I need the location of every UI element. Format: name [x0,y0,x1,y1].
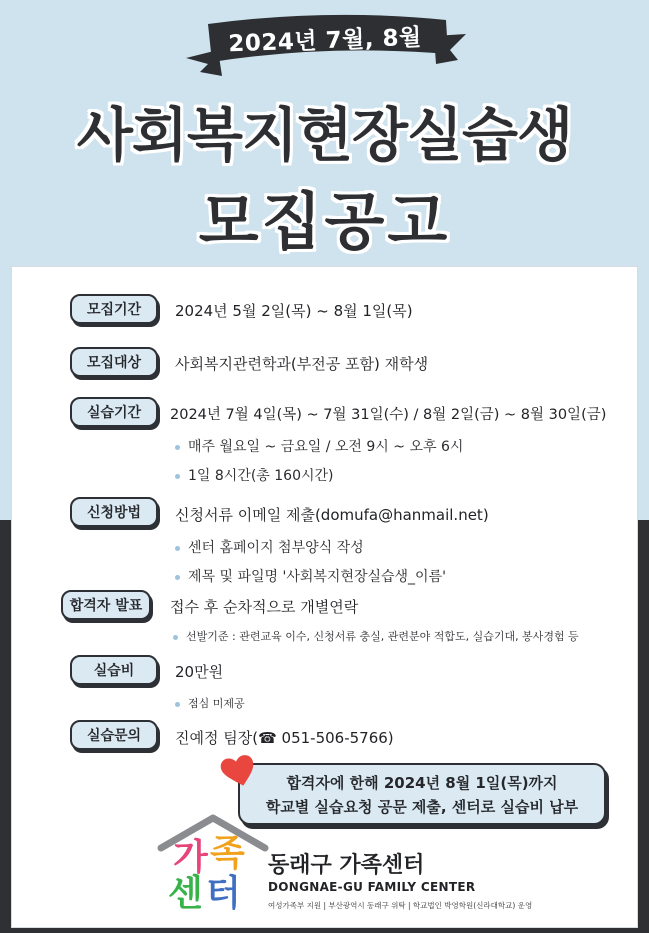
logo-char-teo: 터 [206,873,241,914]
label-announcement: 합격자 발표 [61,590,151,620]
bullet-practice-total: 1일 8시간(총 160시간) [175,465,334,485]
title-line-2: 모집공고 [198,185,451,258]
value-recruit-target: 사회복지관련학과(부전공 포함) 재학생 [175,355,429,373]
value-recruit-period: 2024년 5월 2일(목) ~ 8월 1일(목) [175,302,413,320]
heart-icon [218,752,262,788]
bullet-apply-form: 센터 홈페이지 첨부양식 작성 [175,537,364,557]
org-name: 동래구 가족센터 [268,853,425,878]
logo-char-ga: 가 [173,837,208,878]
notice-line-1: 합격자에 한해 2024년 8월 1일(목)까지 [286,774,558,792]
bullet-practice-hours: 매주 월요일 ~ 금요일 / 오전 9시 ~ 오후 6시 [175,436,463,456]
notice-box [238,763,606,825]
bullet-no-lunch: 점심 미제공 [175,695,245,711]
value-announcement: 접수 후 순차적으로 개별연락 [170,598,359,616]
title-line-1: 사회복지현장실습생 [76,101,573,169]
value-inquiry: 진예정 팀장(☎ 051-506-5766) [175,729,394,747]
bullet-selection-criteria: 선발기준 : 관련교육 이수, 신청서류 충실, 관련분야 적합도, 실습기대, 봉사경험 등 [173,628,579,644]
logo-char-sen: 센 [168,873,203,914]
label-recruit-target: 모집대상 [70,347,158,377]
label-apply-method: 신청방법 [70,497,158,527]
label-inquiry: 실습문의 [70,720,158,750]
ribbon-text: 2024년 7월, 8월 [227,24,423,58]
org-sponsors: 여성가족부 지원 | 부산광역시 동래구 위탁 | 학교법인 박영학원(신라대학교) 운영 [268,901,533,910]
bullet-apply-filename: 제목 및 파일명 '사회복지현장실습생_이름' [175,566,446,586]
value-practice-period: 2024년 7월 4일(목) ~ 7월 31일(수) / 8월 2일(금) ~ 8월 30일(금) [170,407,607,423]
label-recruit-period: 모집기간 [70,294,158,324]
logo-char-jok: 족 [210,833,245,874]
notice-line-2: 학교별 실습요청 공문 제출, 센터로 실습비 납부 [265,798,579,816]
org-english-name: DONGNAE-GU FAMILY CENTER [268,880,476,894]
label-practice-period: 실습기간 [70,397,158,427]
value-apply-method: 신청서류 이메일 제출(domufa@hanmail.net) [175,506,489,524]
value-practice-fee: 20만원 [175,663,224,681]
label-practice-fee: 실습비 [70,655,158,685]
